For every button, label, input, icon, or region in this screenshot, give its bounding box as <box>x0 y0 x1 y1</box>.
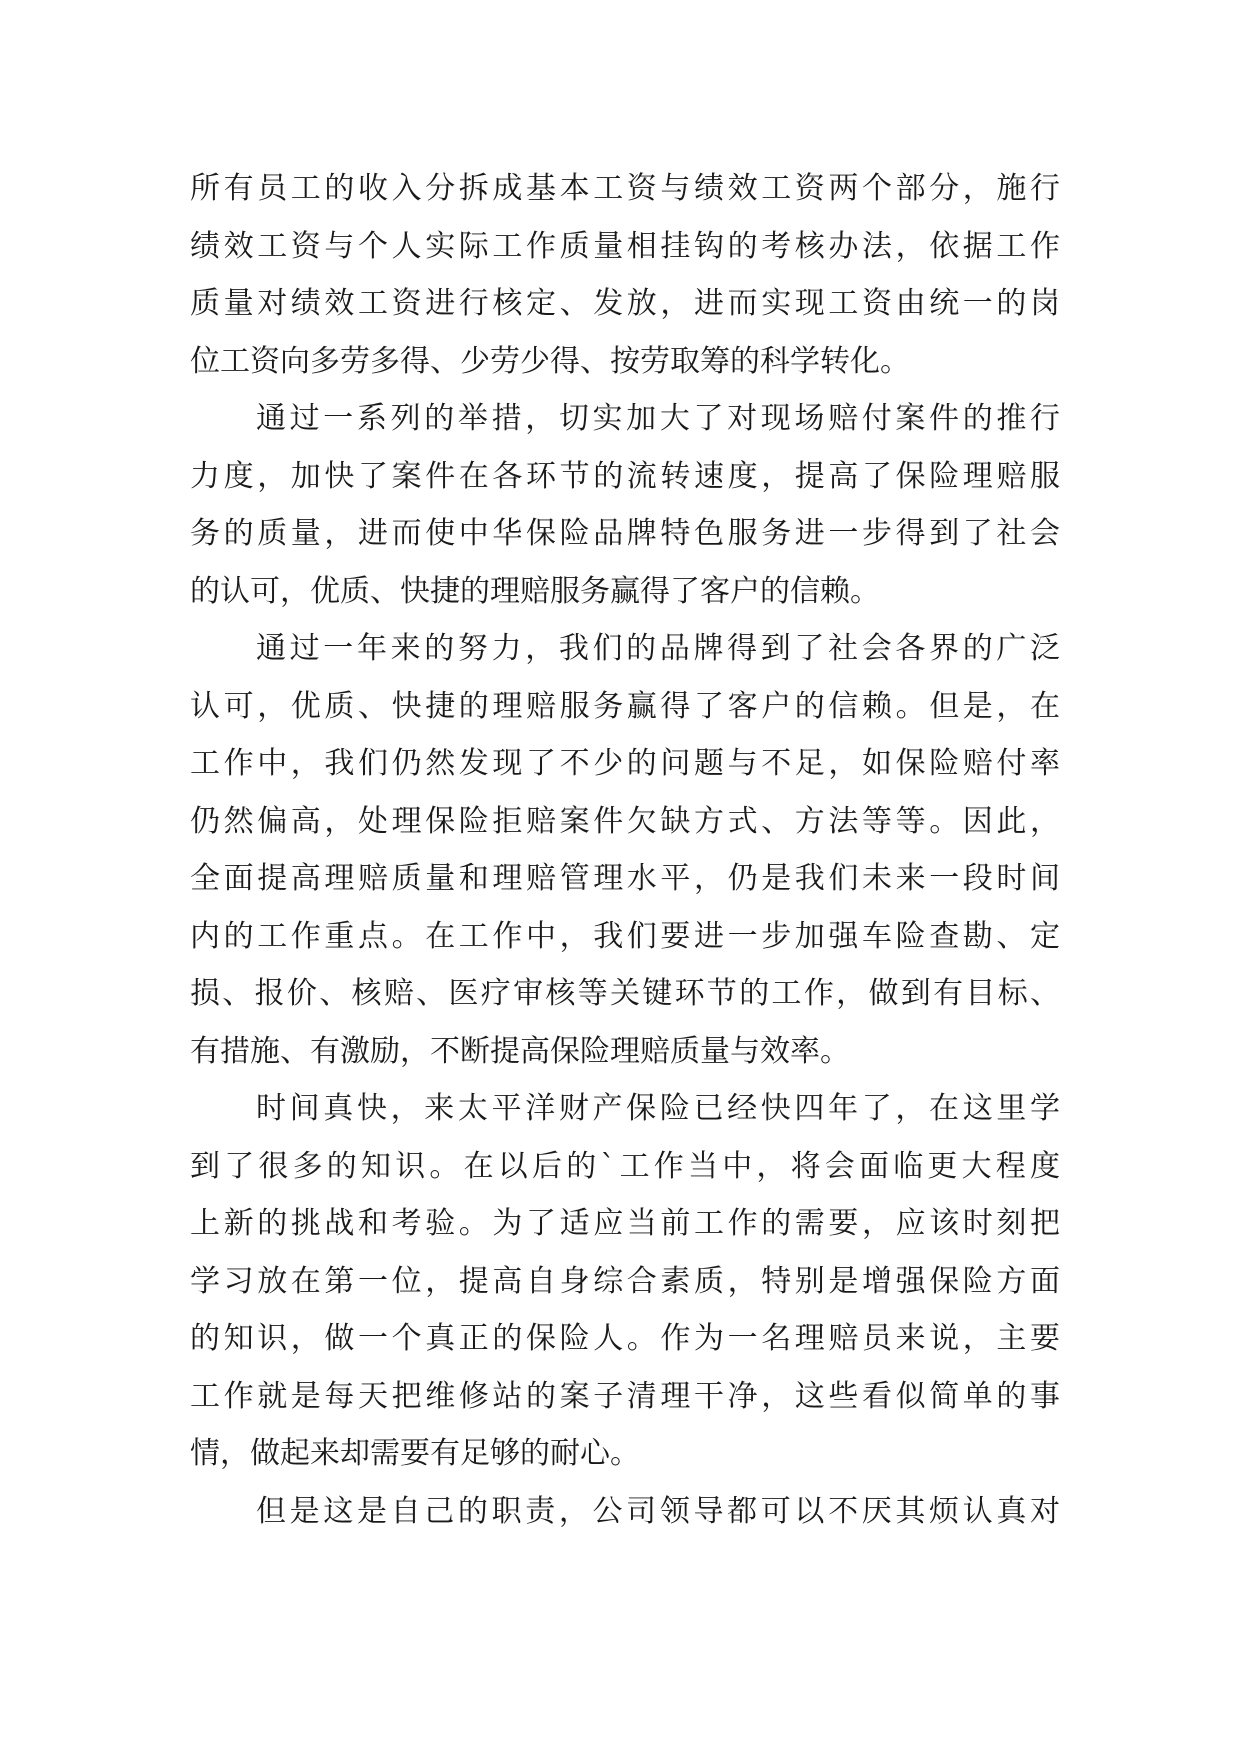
body-text <box>190 160 1060 1540</box>
text-line: 力度，加快了案件在各环节的流转速度，提高了保险理赔服 <box>190 458 1060 494</box>
text-line: 通过一系列的举措，切实加大了对现场赔付案件的推行 <box>256 401 1060 436</box>
text-line: 通过一年来的努力，我们的品牌得到了社会各界的广泛 <box>256 631 1060 666</box>
text-line: 但是这是自己的职责，公司领导都可以不厌其烦认真对 <box>256 1493 1060 1529</box>
text-line: 认可，优质、快捷的理赔服务赢得了客户的信赖。但是，在 <box>190 688 1060 724</box>
text-line: 所有员工的收入分拆成基本工资与绩效工资两个部分，施行 <box>190 171 1060 206</box>
text-line: 仍然偏高，处理保险拒赔案件欠缺方式、方法等等。因此， <box>190 803 1060 839</box>
text-line: 上新的挑战和考验。为了适应当前工作的需要，应该时刻把 <box>190 1206 1060 1241</box>
text-line: 到了很多的知识。在以后的`工作当中，将会面临更大程度 <box>190 1148 1060 1184</box>
text-line: 全面提高理赔质量和理赔管理水平，仍是我们未来一段时间 <box>190 861 1060 896</box>
text-line: 务的质量，进而使中华保险品牌特色服务进一步得到了社会 <box>190 516 1060 551</box>
text-line: 情，做起来却需要有足够的耐心。 <box>190 1436 640 1471</box>
text-line: 学习放在第一位，提高自身综合素质，特别是增强保险方面 <box>190 1263 1060 1299</box>
text-line: 质量对绩效工资进行核定、发放，进而实现工资由统一的岗 <box>190 286 1060 321</box>
text-line: 的认可，优质、快捷的理赔服务赢得了客户的信赖。 <box>190 573 880 609</box>
text-line: 工作中，我们仍然发现了不少的问题与不足，如保险赔付率 <box>190 746 1060 781</box>
text-line: 位工资向多劳多得、少劳少得、按劳取筹的科学转化。 <box>190 343 910 379</box>
text-line: 绩效工资与个人实际工作质量相挂钩的考核办法，依据工作 <box>190 228 1060 264</box>
text-line: 损、报价、核赔、医疗审核等关键环节的工作，做到有目标、 <box>190 976 1060 1011</box>
text-line: 工作就是每天把维修站的案子清理干净，这些看似简单的事 <box>190 1378 1060 1414</box>
text-line: 内的工作重点。在工作中，我们要进一步加强车险查勘、定 <box>190 918 1060 954</box>
text-line: 有措施、有激励，不断提高保险理赔质量与效率。 <box>190 1033 850 1069</box>
text-line: 时间真快，来太平洋财产保险已经快四年了，在这里学 <box>256 1091 1060 1126</box>
text-line: 的知识，做一个真正的保险人。作为一名理赔员来说，主要 <box>190 1321 1060 1356</box>
